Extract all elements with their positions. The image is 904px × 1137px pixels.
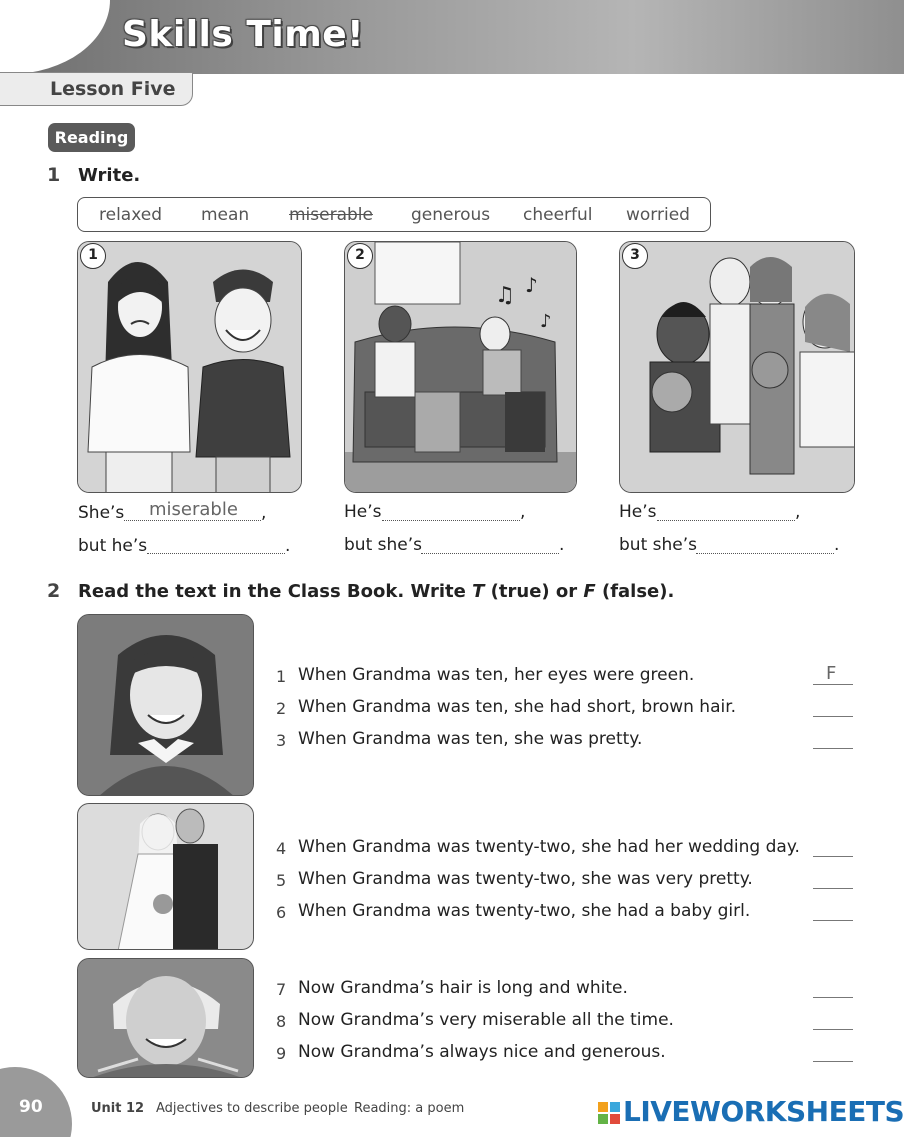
sentence-1-prefix: She’s (78, 503, 125, 523)
picture-2-worried-boy-cheerful-girl (344, 241, 577, 493)
statement-text: Now Grandma’s hair is long and white. (298, 978, 628, 998)
statement-text: Now Grandma’s very miserable all the time. (298, 1010, 674, 1030)
answer-line[interactable] (813, 888, 853, 889)
svg-text:♪: ♪ (540, 311, 552, 332)
picture-3-number: 3 (622, 243, 648, 269)
answer-1a-line[interactable] (124, 520, 261, 521)
sentence-1b-prefix: but he’s (78, 536, 148, 556)
footer-reading: Reading: a poem (354, 1101, 465, 1116)
statement-number: 3 (276, 731, 287, 750)
answer-1b-line[interactable] (147, 553, 285, 554)
answer-line[interactable] (813, 684, 853, 685)
statement-number: 4 (276, 839, 287, 858)
sentence-2b-period: . (559, 535, 565, 555)
statement-number: 1 (276, 667, 287, 686)
sentence-2-comma: , (520, 502, 526, 522)
answer-2a-line[interactable] (382, 520, 520, 521)
section-badge: Reading (48, 123, 135, 152)
picture-2-number: 2 (347, 243, 373, 269)
statement-text: When Grandma was twenty-two, she was very pretty. (298, 869, 753, 889)
picture-3-boy-with-flowers (619, 241, 855, 493)
statement-text: When Grandma was ten, her eyes were green. (298, 665, 695, 685)
word-bank (77, 197, 711, 232)
answer-line[interactable] (813, 1061, 853, 1062)
statement-text: Now Grandma’s always nice and generous. (298, 1042, 666, 1062)
page-title: Skills Time! (122, 14, 365, 55)
sentence-1b-period: . (285, 536, 291, 556)
answer-value[interactable]: F (826, 663, 837, 684)
statement-text: When Grandma was twenty-two, she had a baby girl. (298, 901, 751, 921)
statement-number: 9 (276, 1044, 287, 1063)
footer-unit: Unit 12 (91, 1101, 145, 1116)
sentence-3-comma: , (795, 502, 801, 522)
statement-number: 5 (276, 871, 287, 890)
answer-line[interactable] (813, 1029, 853, 1030)
picture-1-number: 1 (80, 243, 106, 269)
picture-1-sad-girl-happy-boy (77, 241, 302, 493)
answer-line[interactable] (813, 748, 853, 749)
answer-3a-line[interactable] (657, 520, 795, 521)
exercise-2-number: 2 (47, 580, 61, 602)
word-bank-item: generous (411, 205, 491, 225)
word-bank-item-used: miserable (289, 205, 373, 225)
answer-line[interactable] (813, 856, 853, 857)
sentence-2b-prefix: but she’s (344, 535, 422, 555)
statement-number: 7 (276, 980, 287, 999)
sentence-1-comma: , (261, 503, 267, 523)
photo-wedding (77, 803, 254, 950)
statement-text: When Grandma was twenty-two, she had her wedding day. (298, 837, 800, 857)
sentence-3-prefix: He’s (619, 502, 657, 522)
photo-young-girl (77, 614, 254, 796)
statement-number: 8 (276, 1012, 287, 1031)
word-bank-item: relaxed (99, 205, 163, 225)
exercise-2-instruction: Read the text in the Class Book. Write T (true) or F (false). (78, 581, 675, 602)
sentence-3b-prefix: but she’s (619, 535, 697, 555)
page-number: 90 (19, 1097, 43, 1117)
exercise-1-number: 1 (47, 164, 61, 186)
svg-text:♫: ♫ (495, 283, 515, 308)
sentence-2-prefix: He’s (344, 502, 382, 522)
statement-number: 6 (276, 903, 287, 922)
answer-line[interactable] (813, 716, 853, 717)
exercise-1-instruction: Write. (78, 165, 141, 186)
photo-old-woman (77, 958, 254, 1078)
answer-1a[interactable]: miserable (149, 499, 238, 520)
answer-2b-line[interactable] (421, 553, 559, 554)
word-bank-item: mean (201, 205, 250, 225)
lesson-label: Lesson Five (50, 78, 176, 100)
statement-number: 2 (276, 699, 287, 718)
answer-line[interactable] (813, 920, 853, 921)
statement-text: When Grandma was ten, she had short, brown hair. (298, 697, 737, 717)
word-bank-item: cheerful (523, 205, 593, 225)
liveworksheets-logo-icon (598, 1102, 620, 1124)
footer-topic: Adjectives to describe people (156, 1101, 348, 1116)
sentence-3b-period: . (834, 535, 840, 555)
statement-text: When Grandma was ten, she was pretty. (298, 729, 643, 749)
svg-text:♪: ♪ (525, 273, 538, 297)
answer-3b-line[interactable] (696, 553, 834, 554)
word-bank-item: worried (626, 205, 690, 225)
answer-line[interactable] (813, 997, 853, 998)
liveworksheets-logo[interactable]: LIVEWORKSHEETS (623, 1095, 904, 1128)
